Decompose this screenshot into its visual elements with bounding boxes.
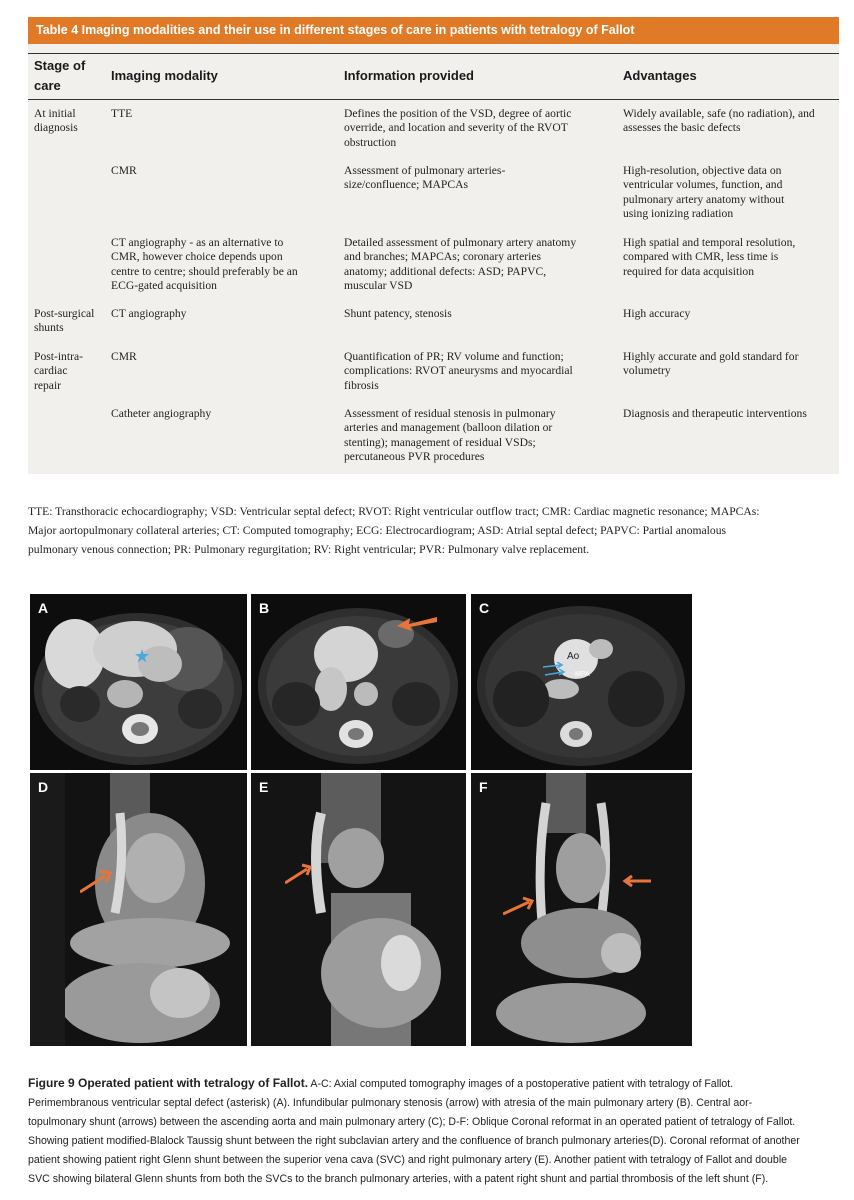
figure-panel-a <box>30 594 247 770</box>
table-row-2-advantages: High spatial and temporal resolution, compared with CMR, less time is required for data acquisition <box>623 236 796 278</box>
table-row-0-stage: At initial diagnosis <box>34 107 78 135</box>
ct-coronal-image-e <box>251 773 466 1046</box>
table-row-4-info: Quantification of PR; RV volume and function; complications: RVOT aneurysms and myocardial fibrosis <box>344 350 573 392</box>
table-row-1-info: Assessment of pulmonary arteries- size/confluence; MAPCAs <box>344 164 506 192</box>
table-row-3-modality: CT angiography <box>111 307 187 320</box>
panel-label-a: A <box>38 600 49 616</box>
header-info: Information provided <box>344 68 474 83</box>
table-row-4-stage: Post-intra- cardiac repair <box>34 350 83 392</box>
mpa-label: MPA <box>575 671 590 678</box>
aorta-label: Ao <box>567 651 580 662</box>
table-row-2-modality: CT angiography - as an alternative to CMR, however choice depends upon centre to centre; should preferably be an ECG-gated acquisition <box>111 236 298 293</box>
arrow-icon <box>503 896 537 916</box>
figure-panel-c <box>471 594 692 770</box>
panel-label-d: D <box>38 779 49 795</box>
table-row-5-advantages: Diagnosis and therapeutic interventions <box>623 407 807 420</box>
ct-axial-image-a <box>30 594 247 770</box>
table-row-0-info: Defines the position of the VSD, degree of aortic override, and location and severity of the RVOT obstruction <box>344 107 572 149</box>
figure-caption-title: Figure 9 Operated patient with tetralogy of Fallot. <box>28 1076 309 1090</box>
figure-panel-b <box>251 594 466 770</box>
arrow-icon <box>621 873 651 889</box>
table-row-1-advantages: High-resolution, objective data on ventricular volumes, function, and pulmonary artery anatomy without using ionizing radiation <box>623 164 785 221</box>
table-row-0-modality: TTE <box>111 107 133 120</box>
table-row-3-info: Shunt patency, stenosis <box>344 307 452 320</box>
table-header-rule <box>28 99 839 100</box>
panel-label-f: F <box>479 779 488 795</box>
table-row-3-stage: Post-surgical shunts <box>34 307 95 335</box>
figure-caption: Figure 9 Operated patient with tetralogy of Fallot. A-C: Axial computed tomography images of a postoperative patient with tetralogy of Fallot. Perimembranous ventricular septal defect (asterisk) (A). Infundibular pulmonary stenosis (arrow) with atresia of the main pulmonary artery (B). Central aor- topulmonary shunt (arrows) between the ascending aorta and main pulmonary artery (C); D-F: Oblique Coronal reformat in an operated patient of tetralogy of Fallot. Showing patient modified-Blalock Taussig shunt between the right subclavian artery and the confluence of branch pulmonary arteries(D). Coronal reformat of another patient showing patient right Glenn shunt between the superior vena cava (SVC) and right pulmonary artery (E). Another patient with tetralogy of Fallot and double SVC showing bilateral Glenn shunts from both the SVCs to the branch pulmonary arteries, with a patent right shunt and partial thrombosis of the left shunt (F). <box>28 1076 800 1185</box>
panel-label-b: B <box>259 600 270 616</box>
imaging-table <box>28 17 839 474</box>
table-title: Table 4 Imaging modalities and their use in different stages of care in patients with tetralogy of Fallot <box>28 17 839 44</box>
table-row-4-modality: CMR <box>111 350 137 363</box>
arrow-icon <box>285 863 315 885</box>
arrow-icon <box>80 868 116 894</box>
shunt-arrows-icon <box>543 662 573 678</box>
ct-axial-image-c <box>471 594 692 770</box>
table-row-1-modality: CMR <box>111 164 137 177</box>
figure-panel-f <box>471 773 692 1046</box>
panel-label-c: C <box>479 600 490 616</box>
header-modality: Imaging modality <box>111 68 218 83</box>
table-row-5-modality: Catheter angiography <box>111 407 212 420</box>
arrow-icon <box>397 614 437 632</box>
header-advantages: Advantages <box>623 68 697 83</box>
ct-coronal-image-d <box>30 773 247 1046</box>
table-footnote: TTE: Transthoracic echocardiography; VSD: Ventricular septal defect; RVOT: Right ventricular outflow tract; CMR: Cardiac magnetic resonance; MAPCAs: Major aortopulmonary collateral arteries; CT: Computed tomography; ECG: Electrocardiogram; ASD: Atrial septal defect; PAPVC: Partial anomalous pulmonary venous connection; PR: Pulmonary regurgitation; RV: Right ventricular; PVR: Pulmonary valve replacement. <box>28 505 760 556</box>
asterisk-icon <box>135 649 149 663</box>
table-row-5-info: Assessment of residual stenosis in pulmonary arteries and management (balloon dilation or stenting); management of residual VSDs; percutaneous PVR procedures <box>344 407 556 464</box>
table-row-2-info: Detailed assessment of pulmonary artery anatomy and branches; MAPCAs; coronary arteries anatomy; additional defects: ASD; PAPVC, muscular VSD <box>344 236 577 293</box>
figure-panel-e <box>251 773 466 1046</box>
table-top-rule <box>28 53 839 54</box>
panel-label-e: E <box>259 779 269 795</box>
figure-panel-d <box>30 773 247 1046</box>
table-row-3-advantages: High accuracy <box>623 307 691 320</box>
header-stage-line1: Stage of <box>34 58 86 73</box>
header-stage-line2: care <box>34 78 61 93</box>
table-row-4-advantages: Highly accurate and gold standard for volumetry <box>623 350 799 378</box>
table-row-0-advantages: Widely available, safe (no radiation), and assesses the basic defects <box>623 107 815 135</box>
